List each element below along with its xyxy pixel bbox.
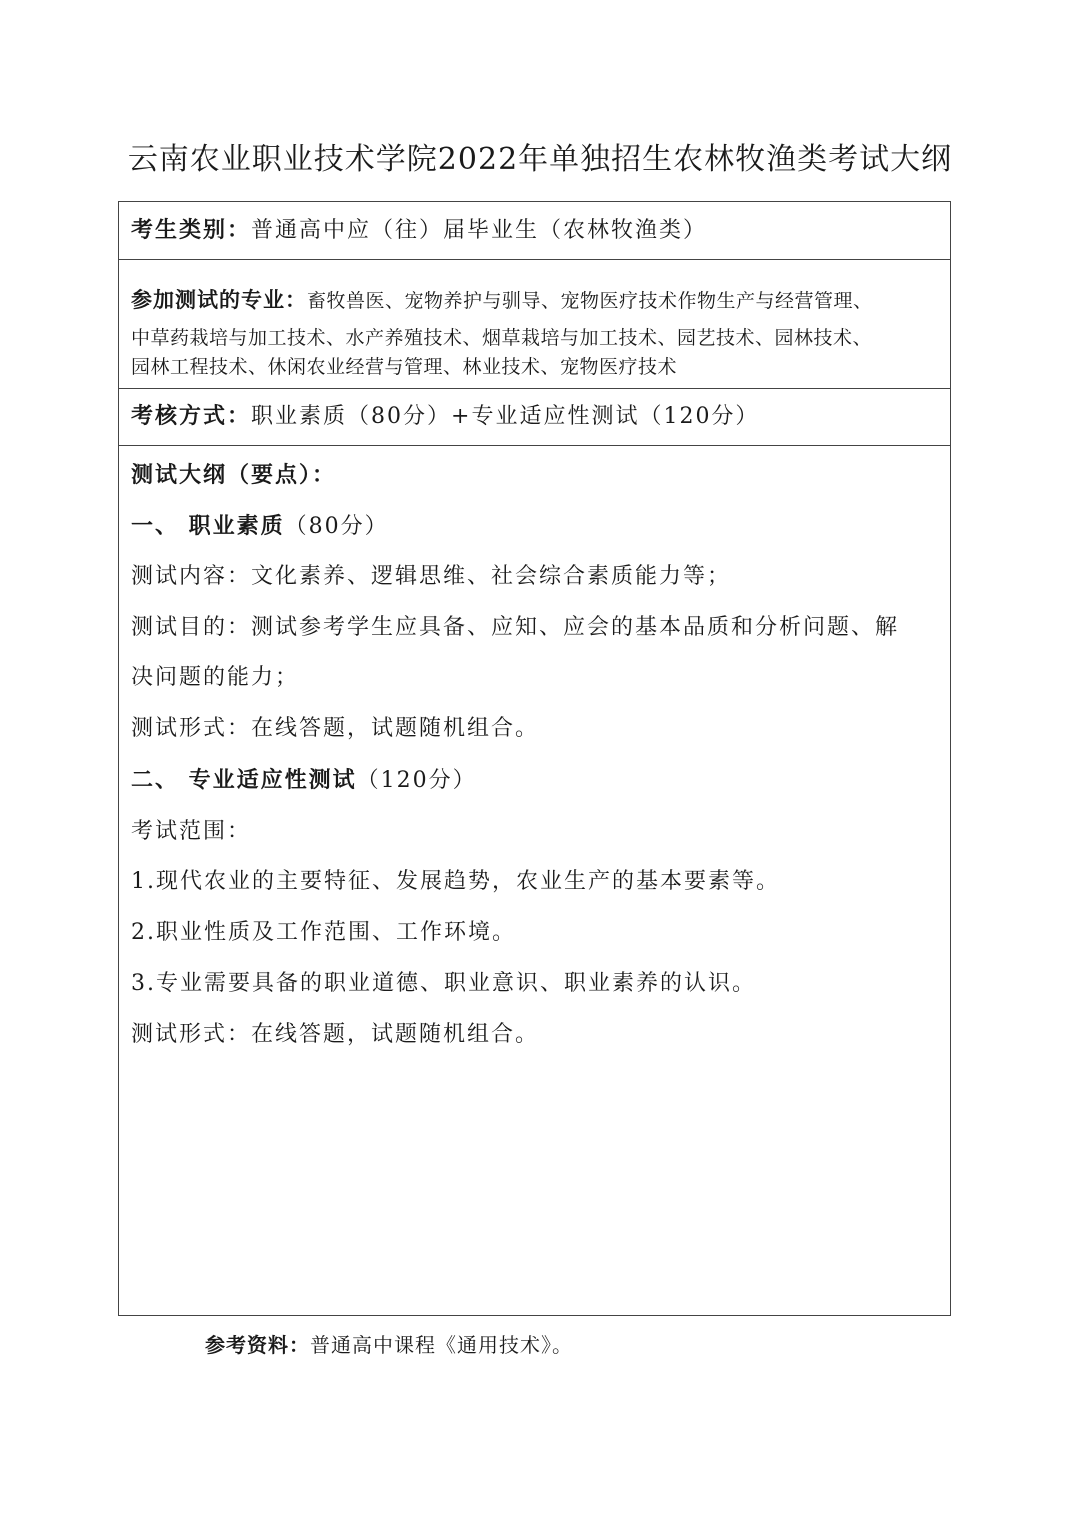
- exam-scope: 考试范围：: [131, 819, 252, 844]
- outline-table: [118, 201, 951, 1316]
- assessment-label: 考核方式：: [131, 403, 252, 429]
- assessment-line: [131, 402, 759, 431]
- assessment-value: 职业素质（80分）+专业适应性测试（120分）: [251, 404, 760, 429]
- reference-label: 参考资料：: [205, 1333, 310, 1357]
- test-purpose-line-2: 决问题的能力；: [131, 665, 300, 690]
- majors-text-1: 畜牧兽医、宠物养护与驯导、宠物医疗技术作物生产与经营管理、: [307, 290, 873, 312]
- section1-title-score: （80分）: [284, 514, 389, 539]
- scope-item-3: 3.专业需要具备的职业道德、职业意识、职业素养的认识。: [131, 971, 756, 996]
- candidate-label: 考生类别：: [131, 217, 252, 243]
- scope-item-2: 2.职业性质及工作范围、工作环境。: [131, 920, 516, 945]
- test-form-2: 测试形式：在线答题，试题随机组合。: [131, 1022, 540, 1047]
- test-purpose-line-1: 测试目的：测试参考学生应具备、应知、应会的基本品质和分析问题、解: [131, 615, 900, 640]
- scope-item-1: 1.现代农业的主要特征、发展趋势，农业生产的基本要素等。: [131, 869, 780, 894]
- section2-title: [131, 766, 477, 795]
- test-form-1: 测试形式：在线答题，试题随机组合。: [131, 716, 540, 741]
- assessment-row: [119, 389, 950, 446]
- reference-value: 普通高中课程《通用技术》。: [310, 1333, 573, 1357]
- section1-title: [131, 512, 389, 541]
- majors-line-3: 园林工程技术、休闲农业经营与管理、林业技术、宠物医疗技术: [131, 356, 678, 378]
- majors-line-2: 中草药栽培与加工技术、水产养殖技术、烟草栽培与加工技术、园艺技术、园林技术、: [131, 327, 873, 349]
- majors-label: 参加测试的专业：: [131, 287, 307, 312]
- majors-row: [119, 260, 950, 389]
- test-content: 测试内容：文化素养、逻辑思维、社会综合素质能力等；: [131, 564, 732, 589]
- candidate-value: 普通高中应（往）届毕业生（农林牧渔类）: [251, 218, 708, 243]
- section2-title-main: 二、 专业适应性测试: [131, 767, 357, 793]
- outline-row: [119, 446, 950, 1317]
- section1-title-main: 一、 职业素质: [131, 513, 285, 539]
- document-title: 云南农业职业技术学院2022年单独招生农林牧渔类考试大纲: [127, 142, 953, 177]
- candidate-row: [119, 202, 950, 260]
- outline-heading: 测试大纲（要点）：: [131, 462, 337, 488]
- section2-title-score: （120分）: [356, 768, 477, 793]
- candidate-line: [131, 216, 707, 245]
- reference-material: [205, 1331, 573, 1359]
- majors-line-1: [131, 286, 873, 315]
